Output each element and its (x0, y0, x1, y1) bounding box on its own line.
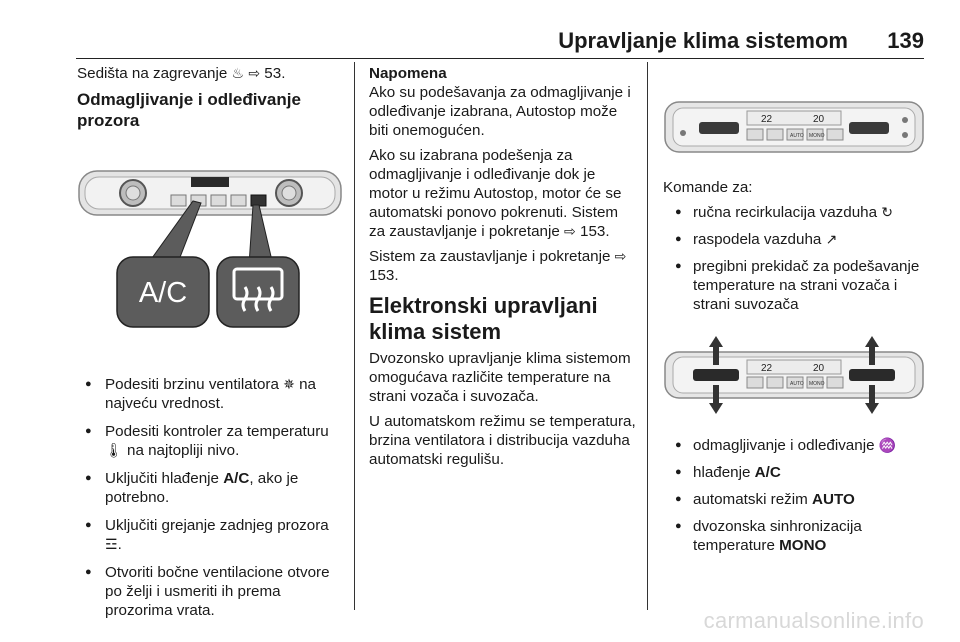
list-item: ● Uključiti hlađenje A/C, ako je potrebno. (77, 469, 345, 507)
section-heading: Elektronski upravljani klima sistem (369, 293, 598, 344)
defrost-controls-figure (77, 165, 343, 335)
paragraph: Sistem za zaustavljanje i pokretanje ⇨ 153. (369, 248, 627, 284)
reference-arrow-icon: ⇨ (564, 223, 576, 239)
reference-arrow-icon: ⇨ (248, 65, 261, 81)
page-header (0, 0, 960, 58)
fan-icon: ✵ (283, 376, 295, 392)
column-divider (647, 62, 648, 610)
page-number: 139 (887, 28, 924, 53)
list-item: ● Podesiti brzinu ventilatora ✵ na najveću vrednost. (77, 375, 345, 413)
svg-text:22: 22 (761, 363, 773, 374)
list-item: ● hlađenje A/C (663, 463, 925, 482)
note-title: Napomena (369, 65, 447, 82)
note-paragraph: Ako su podešavanja za odmagljivanje i odleđivanje izabrana, Autostop može biti onemogućen. (369, 84, 631, 139)
thermometer-icon: 🌡 (105, 442, 123, 458)
list-item: ● Uključiti grejanje zadnjeg prozora ☲. (77, 516, 345, 554)
column-3 (663, 64, 925, 563)
list-item: ● raspodela vazduha ↗ (663, 230, 925, 249)
rear-defrost-icon: ☲ (105, 536, 118, 552)
defrost-icon: ♒ (878, 437, 897, 453)
page-title: Upravljanje klima sistemom (558, 28, 848, 53)
column-divider (354, 62, 355, 610)
reference-arrow-icon: ⇨ (614, 248, 627, 264)
command-list (663, 203, 925, 314)
recirculation-icon: ↻ (881, 204, 893, 220)
commands-intro: Komande za: (663, 179, 753, 196)
section-heading: Odmagljivanje i odleđivanje prozora (77, 90, 301, 130)
column-2 (369, 64, 637, 475)
svg-text:AUTO: AUTO (790, 133, 804, 139)
ac-label: A/C (138, 277, 188, 309)
svg-text:MONO: MONO (809, 133, 825, 139)
svg-text:AUTO: AUTO (790, 381, 804, 387)
svg-text:20: 20 (813, 363, 825, 374)
temperature-switch-figure (663, 336, 925, 414)
list-item: ● odmagljivanje i odleđivanje ♒ (663, 436, 925, 455)
intro-paragraph: Sedišta na zagrevanje ♨ ⇨ 53. (77, 65, 286, 82)
column-1 (77, 64, 345, 629)
list-item: ● Podesiti kontroler za temperaturu 🌡 na najtopliji nivo. (77, 422, 345, 460)
instruction-list (77, 375, 345, 620)
paragraph: U automatskom režimu se temperatura, brzina ventilatora i distribucija vazduha automatski regulišu. (369, 413, 636, 468)
climate-panel-figure (663, 98, 925, 158)
list-item: ● pregibni prekidač za podešavanje temperature na strani vozača i strani suvozača (663, 257, 925, 314)
seat-heat-icon: ♨ (231, 65, 245, 81)
list-item: ● ručna recirkulacija vazduha ↻ (663, 203, 925, 222)
list-item: ● dvozonska sinhronizacija temperature MONO (663, 517, 925, 555)
svg-text:22: 22 (761, 114, 773, 125)
svg-text:20: 20 (813, 114, 825, 125)
note-paragraph: Ako su izabrana podešenja za odmagljivanje i odleđivanje dok je motor u režimu Autostop, motor će se automatski ponovo pokrenuti. Sistem za zaustavljanje i pokretanje ⇨ 153. (369, 147, 622, 240)
command-list (663, 436, 925, 555)
watermark: carmanualsonline.info (703, 608, 924, 633)
paragraph: Dvozonsko upravljanje klima sistemom omogućava različite temperature na strani vozača i suvozača. (369, 350, 631, 405)
svg-text:MONO: MONO (809, 381, 825, 387)
list-item: ● automatski režim AUTO (663, 490, 925, 509)
air-distribution-icon: ↗ (825, 231, 838, 247)
header-rule (76, 58, 924, 59)
list-item: ● Otvoriti bočne ventilacione otvore po želji i usmeriti ih prema prozorima vrata. (77, 563, 345, 620)
